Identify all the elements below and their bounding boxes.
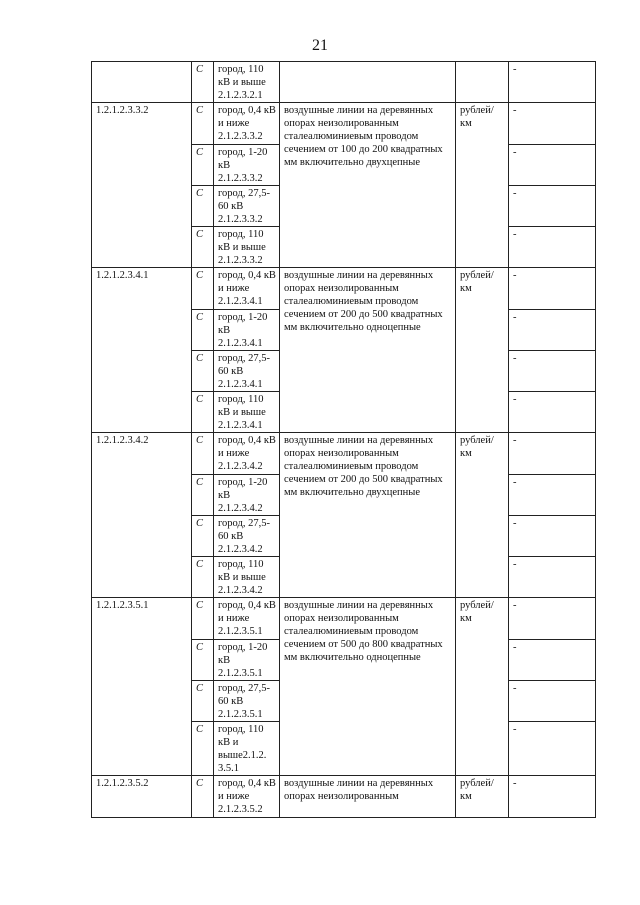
row-description: воздушные линии на деревянных опорах неизолированным (280, 776, 456, 818)
row-description: воздушные линии на деревянных опорах неизолированным сталеалюминиевым проводом сечением от 200 до 500 квадратных мм включительно двухцепные (280, 433, 456, 598)
row-description: воздушные линии на деревянных опорах неизолированным сталеалюминиевым проводом сечением от 500 до 800 квадратных мм включительно одноцепные (280, 598, 456, 776)
row-value: - (509, 516, 596, 557)
row-code: 1.2.1.2.3.4.1 (92, 268, 192, 433)
row-value: - (509, 103, 596, 145)
row-description: воздушные линии на деревянных опорах неизолированным сталеалюминиевым проводом сечением от 100 до 200 квадратных мм включительно двухцепные (280, 103, 456, 268)
row-name: город, 1-20 кВ 2.1.2.3.3.2 (214, 145, 280, 186)
row-type: C (192, 640, 214, 681)
row-type: C (192, 681, 214, 722)
row-value: - (509, 268, 596, 310)
page-number: 21 (312, 37, 328, 54)
row-unit: рублей/ км (456, 776, 509, 818)
table-row (92, 776, 596, 818)
table-row (92, 62, 596, 103)
tariff-table (91, 61, 596, 818)
row-type: C (192, 722, 214, 776)
row-value: - (509, 351, 596, 392)
table-row (92, 268, 596, 310)
row-type: C (192, 351, 214, 392)
row-name: город, 1-20 кВ 2.1.2.3.4.1 (214, 310, 280, 351)
row-unit: рублей/ км (456, 103, 509, 268)
row-name: город, 110 кВ и выше 2.1.2.3.4.1 (214, 392, 280, 433)
table-row (92, 598, 596, 640)
row-value: - (509, 598, 596, 640)
row-name: город, 110 кВ и выше 2.1.2.3.2.1 (214, 62, 280, 103)
row-value: - (509, 722, 596, 776)
row-code (92, 62, 192, 103)
row-type: C (192, 310, 214, 351)
row-unit: рублей/ км (456, 268, 509, 433)
row-value: - (509, 433, 596, 475)
row-value: - (509, 776, 596, 818)
row-value: - (509, 310, 596, 351)
row-name: город, 27,5-60 кВ 2.1.2.3.5.1 (214, 681, 280, 722)
row-name: город, 1-20 кВ 2.1.2.3.4.2 (214, 475, 280, 516)
row-value: - (509, 392, 596, 433)
row-unit (456, 62, 509, 103)
row-unit: рублей/ км (456, 598, 509, 776)
row-name: город, 0,4 кВ и ниже 2.1.2.3.3.2 (214, 103, 280, 145)
row-type: C (192, 433, 214, 475)
table-row (92, 103, 596, 145)
row-value: - (509, 681, 596, 722)
row-value: - (509, 227, 596, 268)
row-code: 1.2.1.2.3.5.1 (92, 598, 192, 776)
row-unit: рублей/ км (456, 433, 509, 598)
row-name: город, 27,5-60 кВ 2.1.2.3.3.2 (214, 186, 280, 227)
row-name: город, 27,5-60 кВ 2.1.2.3.4.1 (214, 351, 280, 392)
row-type: C (192, 475, 214, 516)
row-type: C (192, 557, 214, 598)
table-row (92, 433, 596, 475)
row-name: город, 1-20 кВ 2.1.2.3.5.1 (214, 640, 280, 681)
row-name: город, 110 кВ и выше 2.1.2.3.4.2 (214, 557, 280, 598)
row-type: C (192, 227, 214, 268)
row-type: C (192, 598, 214, 640)
row-value: - (509, 62, 596, 103)
row-type: C (192, 516, 214, 557)
row-description (280, 62, 456, 103)
row-code: 1.2.1.2.3.3.2 (92, 103, 192, 268)
row-code: 1.2.1.2.3.5.2 (92, 776, 192, 818)
row-name: город, 110 кВ и выше 2.1.2.3.3.2 (214, 227, 280, 268)
row-value: - (509, 640, 596, 681)
row-type: C (192, 62, 214, 103)
row-name: город, 110 кВ и выше2.1.2. 3.5.1 (214, 722, 280, 776)
row-name: город, 27,5-60 кВ 2.1.2.3.4.2 (214, 516, 280, 557)
row-name: город, 0,4 кВ и ниже 2.1.2.3.4.1 (214, 268, 280, 310)
row-description: воздушные линии на деревянных опорах неизолированным сталеалюминиевым проводом сечением от 200 до 500 квадратных мм включительно одноцепные (280, 268, 456, 433)
row-name: город, 0,4 кВ и ниже 2.1.2.3.4.2 (214, 433, 280, 475)
row-name: город, 0,4 кВ и ниже 2.1.2.3.5.1 (214, 598, 280, 640)
row-type: C (192, 103, 214, 145)
row-type: C (192, 268, 214, 310)
row-value: - (509, 186, 596, 227)
row-type: C (192, 392, 214, 433)
row-code: 1.2.1.2.3.4.2 (92, 433, 192, 598)
row-value: - (509, 145, 596, 186)
row-type: C (192, 776, 214, 818)
row-type: C (192, 186, 214, 227)
row-name: город, 0,4 кВ и ниже 2.1.2.3.5.2 (214, 776, 280, 818)
row-type: C (192, 145, 214, 186)
row-value: - (509, 557, 596, 598)
row-value: - (509, 475, 596, 516)
